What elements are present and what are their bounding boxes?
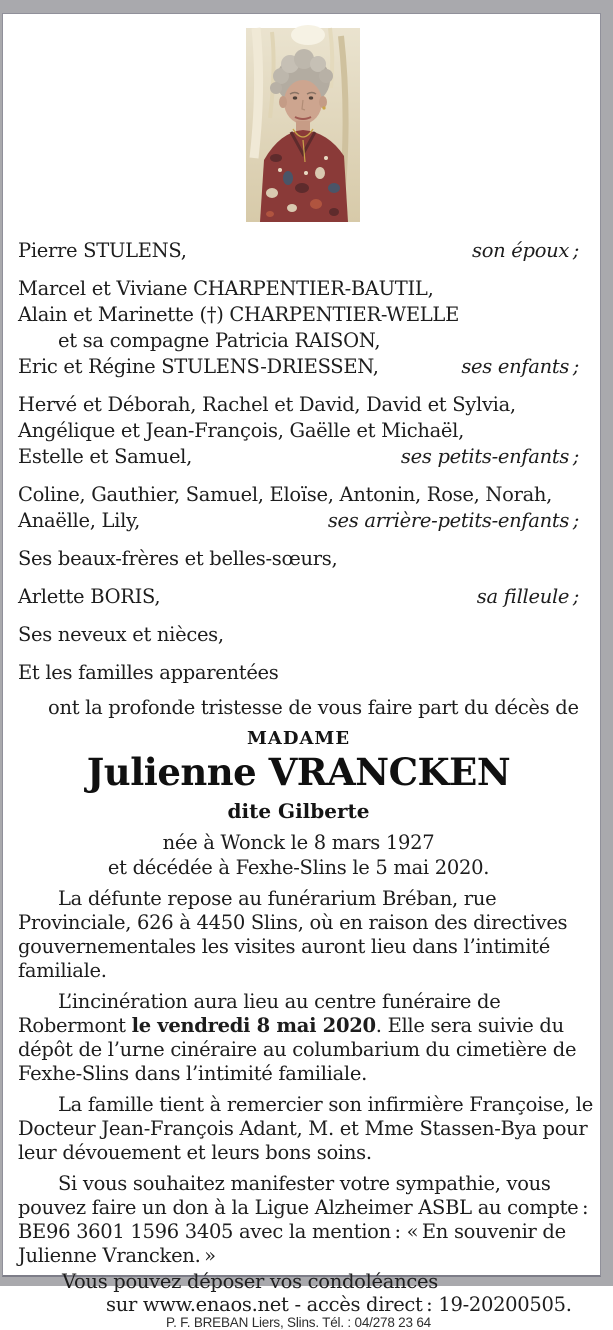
paragraph-thanks: La famille tient à remercier son infirmière Françoise, le Docteur Jean-François Adant, M. et Mme Stassen-Bya pour leur dévouement et leurs bons soins. (18, 1093, 593, 1164)
death-line: et décédée à Fexhe-Slins le 5 mai 2020. (107, 856, 490, 879)
family-name: Ses neveux et nièces, (18, 623, 224, 646)
deceased-title: MADAME (246, 728, 351, 749)
family-group-great-grandchildren (18, 482, 579, 534)
family-name: Arlette BORIS, (18, 585, 161, 608)
family-list (18, 238, 579, 686)
family-name: Marcel et Viviane CHARPENTIER-BAUTIL, (18, 277, 434, 300)
family-name: et sa compagne Patricia RAISON, (58, 329, 381, 352)
relation-label: ses petits-enfants ; (400, 445, 579, 468)
cremation-line-post: . Elle sera suivie du (375, 1014, 564, 1037)
funeral-home-footer: P. F. BREBAN Liers, Slins. Tél. : 04/278 23 64 (166, 1315, 431, 1330)
family-name: Angélique et Jean-François, Gaëlle et Michaël, (18, 419, 464, 442)
family-name: Et les familles apparentées (18, 661, 279, 684)
deceased-alias: dite Gilberte (227, 799, 370, 823)
family-group-goddaughter (18, 584, 579, 610)
obituary-card (2, 13, 601, 1330)
relation-label: ses arrière-petits-enfants ; (327, 509, 579, 532)
family-name: Hervé et Déborah, Rachel et David, David et Sylvia, (18, 393, 516, 416)
condolences-block (18, 1270, 579, 1316)
paragraph-repose: La défunte repose au funérarium Bréban, rue Provinciale, 626 à 4450 Slins, où en raison des directives gouvernementales les visites auront lieu dans l’intimité familiale. (18, 887, 568, 982)
family-group-children (18, 276, 579, 380)
family-group-grandchildren (18, 392, 579, 470)
portrait-illustration (246, 28, 360, 222)
deceased-name: Julienne VRANCKEN (86, 750, 511, 794)
condolences-line: Vous pouvez déposer vos condoléances (62, 1270, 438, 1293)
paragraph-donation: Si vous souhaitez manifester votre sympathie, vous pouvez faire un don à la Ligue Alzheimer ASBL au compte : BE96 3601 1596 3405 avec la mention : « En souvenir de Julienne Vrancken. » (18, 1172, 589, 1267)
paragraph-cremation: L’incinération aura lieu au centre funéraire de Robermont le vendredi 8 mai 2020. Elle sera suivie du dépôt de l’urne cinéraire au columbarium du cimetière de Fexhe-Slins dans l’intimité familiale. (18, 990, 577, 1085)
family-name: Pierre STULENS, (18, 239, 187, 262)
family-group-inlaws (18, 546, 579, 572)
birth-line: née à Wonck le 8 mars 1927 (162, 831, 435, 854)
family-group-related (18, 660, 579, 686)
family-name: Coline, Gauthier, Samuel, Eloïse, Antonin, Rose, Norah, (18, 483, 553, 506)
condolences-url-line: sur www.enaos.net - accès direct : 19-20200505. (106, 1293, 572, 1316)
life-dates (18, 830, 579, 880)
family-name: Ses beaux-frères et belles-sœurs, (18, 547, 338, 570)
cremation-line-pre: Robermont (18, 1014, 132, 1037)
family-name: Alain et Marinette (†) CHARPENTIER-WELLE (18, 303, 460, 326)
family-name: Estelle et Samuel, (18, 445, 193, 468)
relation-label: son époux ; (472, 239, 579, 262)
family-group-spouse (18, 238, 579, 264)
portrait-photo (246, 28, 360, 222)
family-group-nephews (18, 622, 579, 648)
family-name: Eric et Régine STULENS-DRIESSEN, (18, 355, 379, 378)
relation-label: sa filleule ; (476, 585, 579, 608)
family-name: Anaëlle, Lily, (18, 509, 141, 532)
announcement-line: ont la profonde tristesse de vous faire part du décès de (48, 696, 579, 719)
cremation-date: le vendredi 8 mai 2020 (131, 1014, 376, 1037)
relation-label: ses enfants ; (461, 355, 579, 378)
